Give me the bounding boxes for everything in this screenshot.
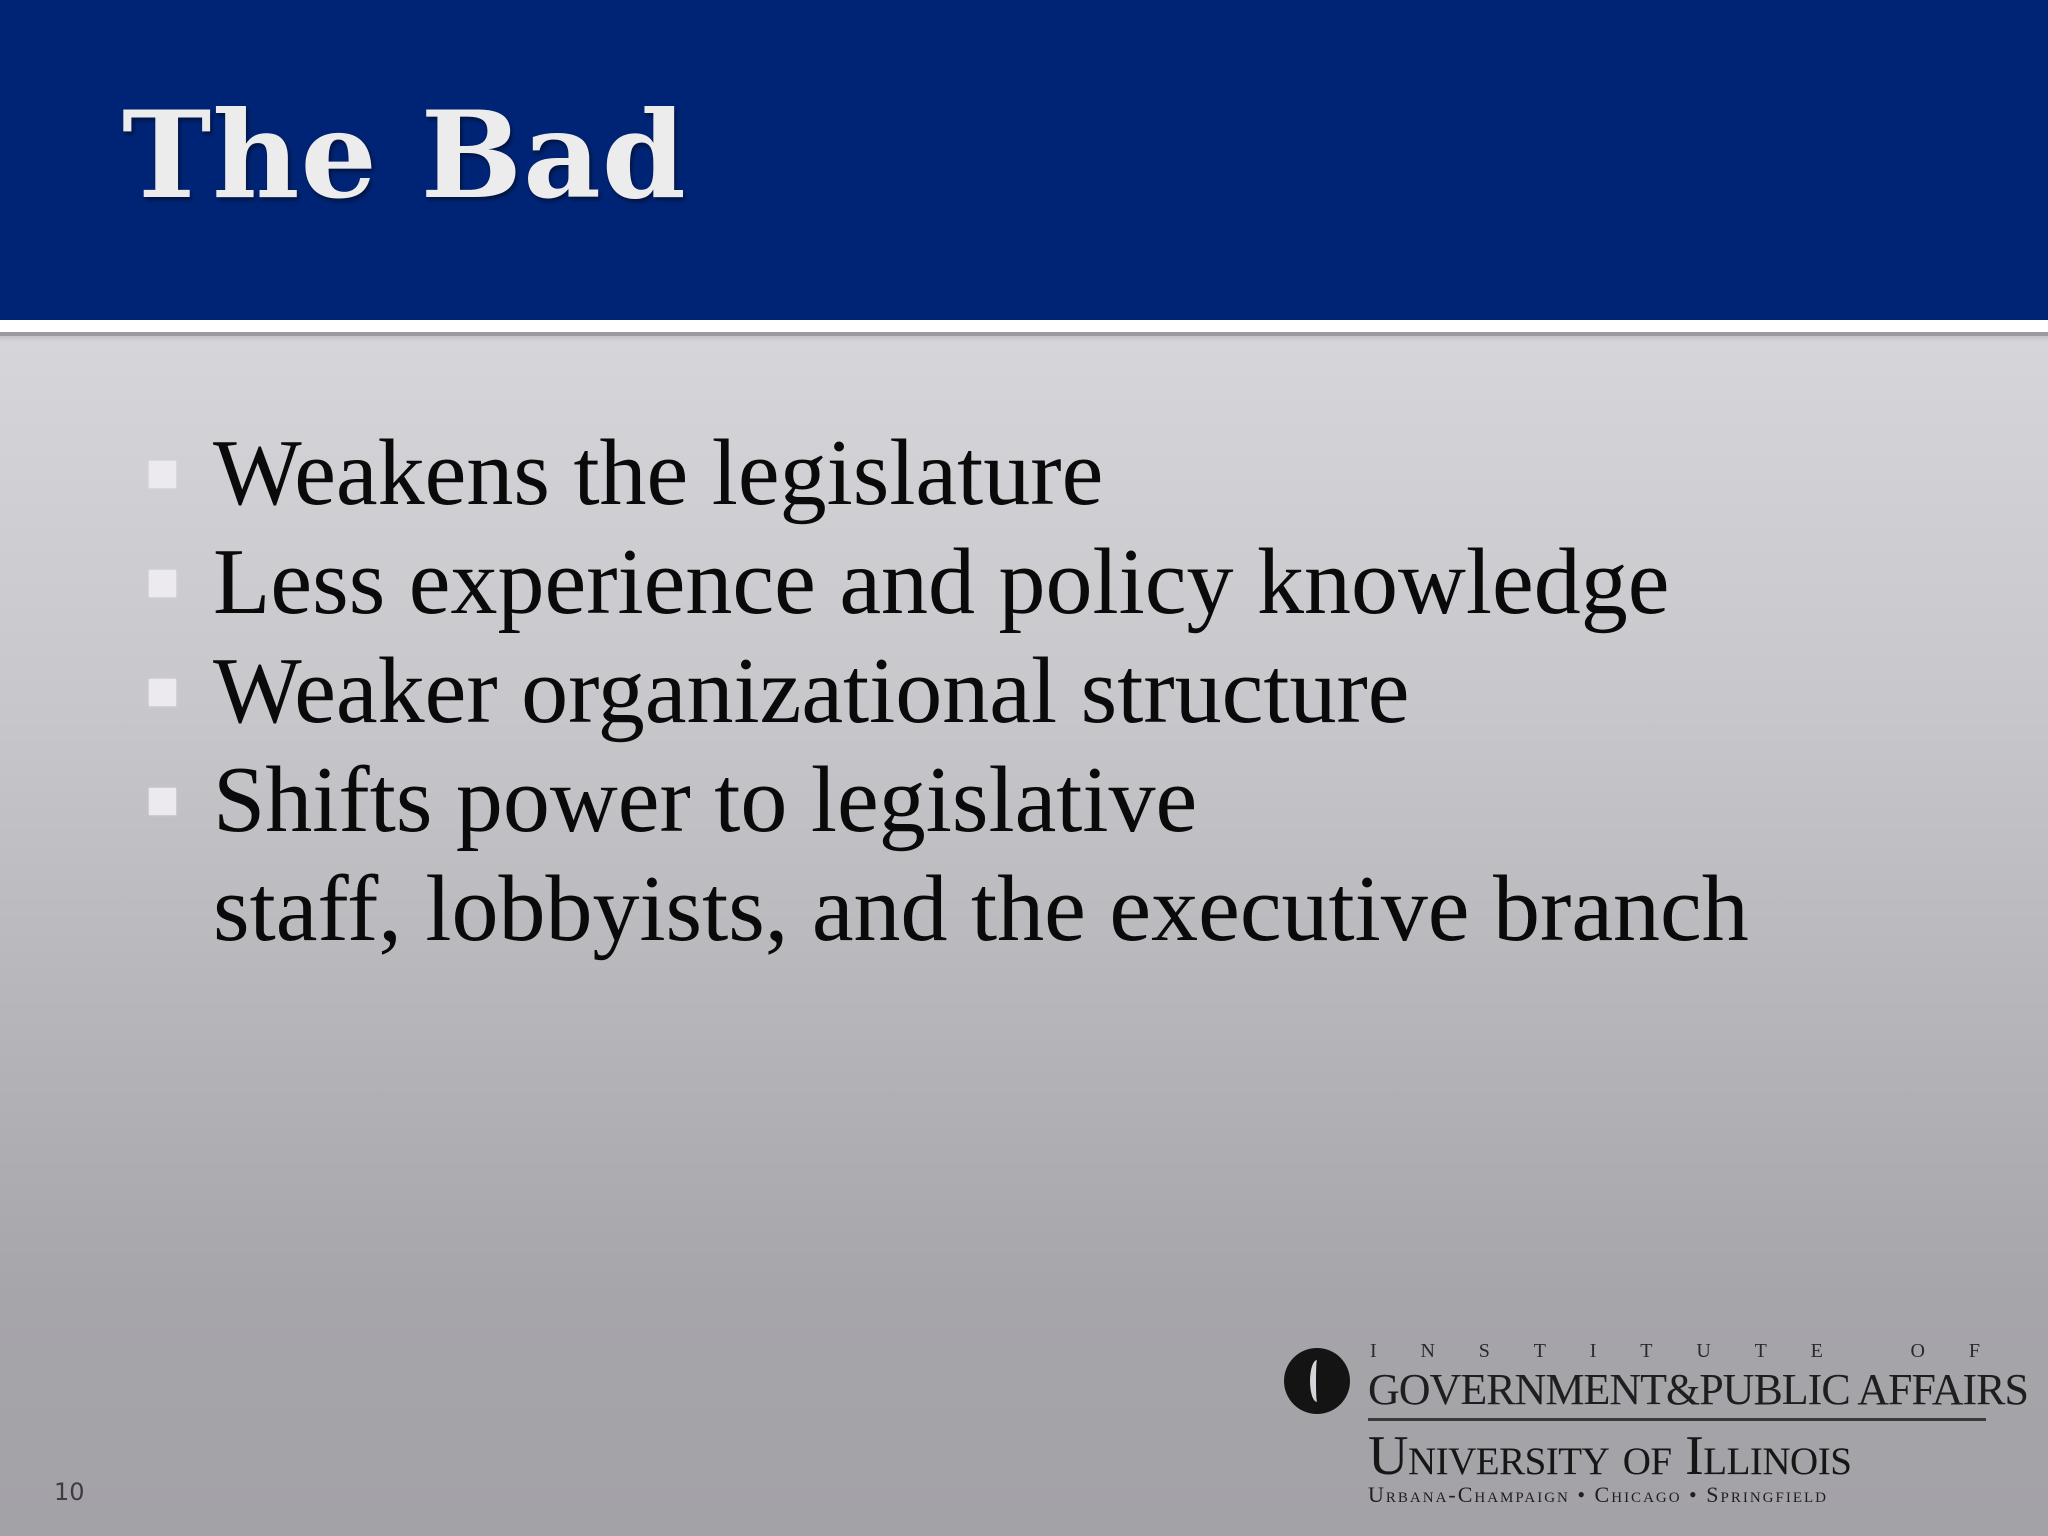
square-bullet-icon	[149, 461, 176, 488]
bullet-text: Weakens the legislature	[213, 421, 1104, 525]
igpa-emblem-icon	[1284, 1348, 1350, 1414]
logo-letter: T	[1533, 1340, 1546, 1362]
logo-government-public-affairs: GOVERNMENT&PUBLIC AFFAIRS	[1368, 1365, 2028, 1414]
logo-letter: T	[1754, 1340, 1767, 1362]
bullet-text: Weaker organizational structure	[213, 639, 1410, 743]
square-bullet-icon	[149, 570, 176, 597]
logo-letter: T	[1640, 1340, 1653, 1362]
logo-letter: O	[1910, 1340, 1925, 1362]
bullet-continuation-text: staff, lobbyists, and the executive branch	[213, 857, 1749, 961]
logo-divider	[1368, 1418, 1986, 1421]
square-bullet-icon	[149, 679, 176, 706]
bullet-text: Less experience and policy knowledge	[213, 530, 1670, 634]
square-bullet-icon	[149, 788, 176, 815]
logo-letter: S	[1478, 1340, 1490, 1362]
logo-letter: F	[1968, 1340, 1980, 1362]
logo-university: University of Illinois	[1368, 1425, 1852, 1487]
logo-letter: I	[1589, 1340, 1597, 1362]
slide-number: 10	[54, 1478, 85, 1506]
slide-title: The Bad	[122, 85, 687, 226]
igpa-logo	[1284, 1340, 2028, 1510]
logo-campuses: Urbana-Champaign • Chicago • Springfield	[1368, 1482, 1829, 1507]
bullet-text: Shifts power to legislative	[213, 748, 1198, 852]
logo-letter: N	[1420, 1340, 1435, 1362]
logo-letter: E	[1810, 1340, 1823, 1362]
logo-letter: I	[1370, 1340, 1377, 1362]
logo-institute-of	[1370, 1340, 1980, 1363]
logo-letter: U	[1696, 1340, 1711, 1362]
emblem-swoosh	[1310, 1360, 1324, 1402]
